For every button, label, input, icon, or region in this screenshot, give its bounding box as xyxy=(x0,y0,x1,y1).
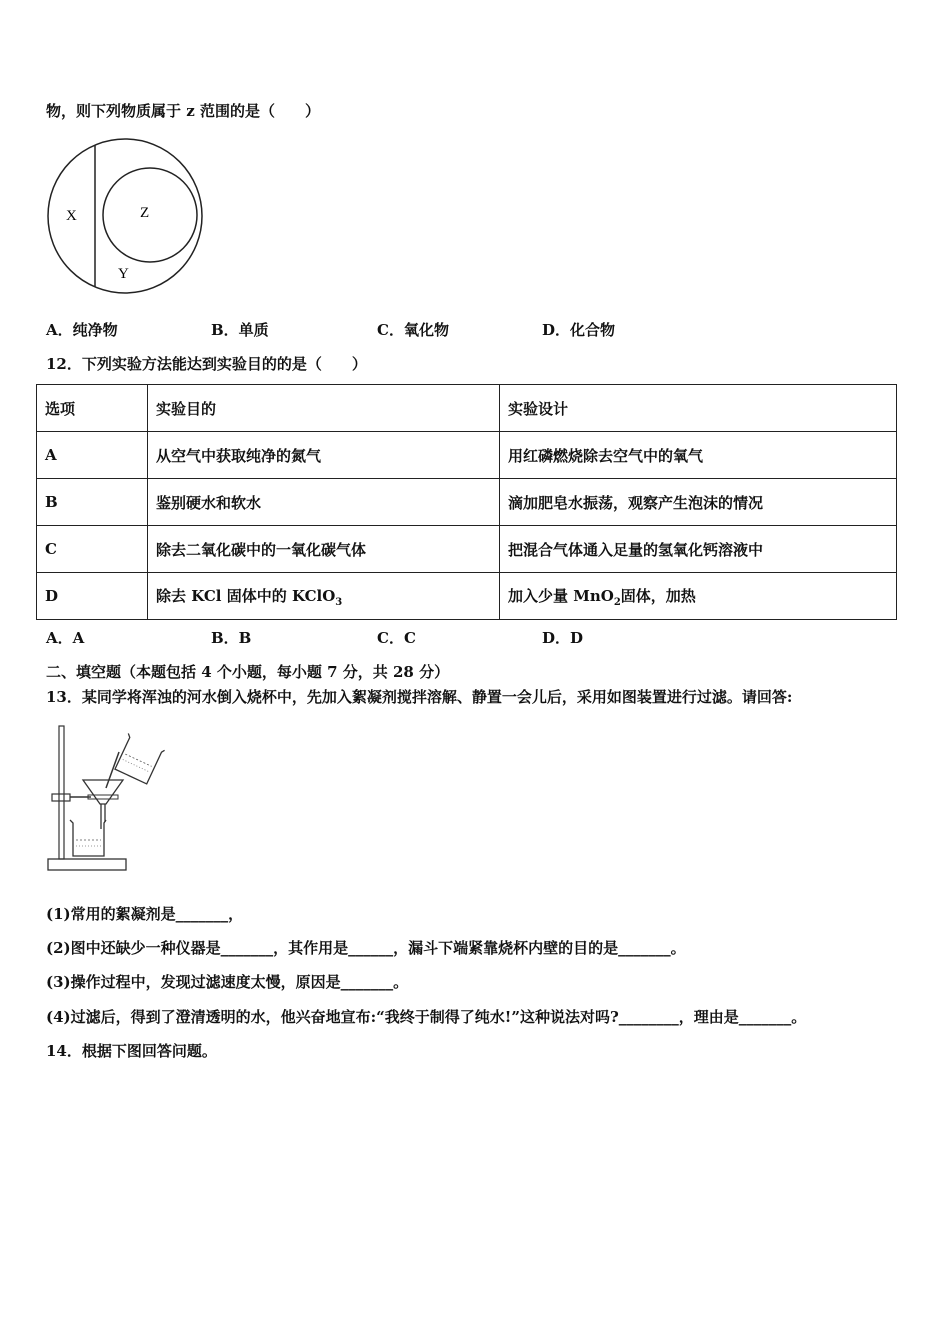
q13-stem: 13．某同学将浑浊的河水倒入烧杯中，先加入絮凝剂搅拌溶解、静置一会儿后，采用如图装置进行过滤。请回答: xyxy=(46,688,793,706)
q11-option-a: A．纯净物 xyxy=(46,321,118,339)
q11-option-d: D．化合物 xyxy=(542,321,616,339)
q14-stem: 14．根据下图回答问题。 xyxy=(46,1042,217,1060)
pouring-beaker xyxy=(112,733,164,784)
q13-sub3: (3)操作过程中，发现过滤速度太慢，原因是_______。 xyxy=(46,973,409,991)
q12-option-b: B．B xyxy=(211,629,252,647)
row-purpose: 从空气中获取纯净的氮气 xyxy=(148,432,500,479)
row-option: C xyxy=(37,526,148,573)
label-y: Y xyxy=(118,266,129,282)
row-design: 加入少量 MnO$_2$固体，加热 xyxy=(500,573,897,620)
header-purpose: 实验目的 xyxy=(148,385,500,432)
table-row xyxy=(37,526,897,573)
q13-sub1: (1)常用的絮凝剂是_______， xyxy=(46,905,244,923)
stand-base xyxy=(48,859,126,870)
filtration-apparatus xyxy=(46,722,166,874)
q12-stem: 12．下列实验方法能达到实验目的的是（ ） xyxy=(46,355,367,373)
q12-option-a: A．A xyxy=(46,629,85,647)
row-purpose: 除去二氧化碳中的一氧化碳气体 xyxy=(148,526,500,573)
clamp xyxy=(52,794,70,801)
q11-stem: 物，则下列物质属于 z 范围的是（ ） xyxy=(46,102,320,120)
experiment-table xyxy=(36,384,897,620)
row-design: 滴加肥皂水振荡，观察产生泡沫的情况 xyxy=(500,479,897,526)
ring xyxy=(88,795,118,799)
row-design: 用红磷燃烧除去空气中的氧气 xyxy=(500,432,897,479)
label-z: Z xyxy=(140,205,150,221)
q12-option-d: D．D xyxy=(542,629,584,647)
table-row xyxy=(37,479,897,526)
row-design: 把混合气体通入足量的氢氧化钙溶液中 xyxy=(500,526,897,573)
row-option: B xyxy=(37,479,148,526)
row-purpose: 除去 KCl 固体中的 KClO$_3$ xyxy=(148,573,500,620)
header-option: 选项 xyxy=(37,385,148,432)
row-option: D xyxy=(37,573,148,620)
q11-option-b: B．单质 xyxy=(211,321,269,339)
q13-sub2: (2)图中还缺少一种仪器是_______，其作用是______，漏斗下端紧靠烧杯内壁的目的是_______。 xyxy=(46,939,686,957)
table-row xyxy=(37,573,897,620)
classification-diagram xyxy=(44,138,208,298)
label-x: X xyxy=(66,208,77,224)
row-option: A xyxy=(37,432,148,479)
section-title: 二、填空题（本题包括 4 个小题，每小题 7 分，共 28 分） xyxy=(46,663,450,681)
q12-option-c: C．C xyxy=(377,629,416,647)
table-header-row xyxy=(37,385,897,432)
q11-option-c: C．氧化物 xyxy=(377,321,449,339)
q13-sub4: (4)过滤后，得到了澄清透明的水，他兴奋地宣布:“我终于制得了纯水!”这种说法对吗?________，理由是_______。 xyxy=(46,1008,807,1026)
stand-rod xyxy=(59,726,64,859)
row-purpose: 鉴别硬水和软水 xyxy=(148,479,500,526)
funnel-cone xyxy=(83,780,123,804)
header-design: 实验设计 xyxy=(500,385,897,432)
inner-circle xyxy=(103,168,197,262)
table-row xyxy=(37,432,897,479)
